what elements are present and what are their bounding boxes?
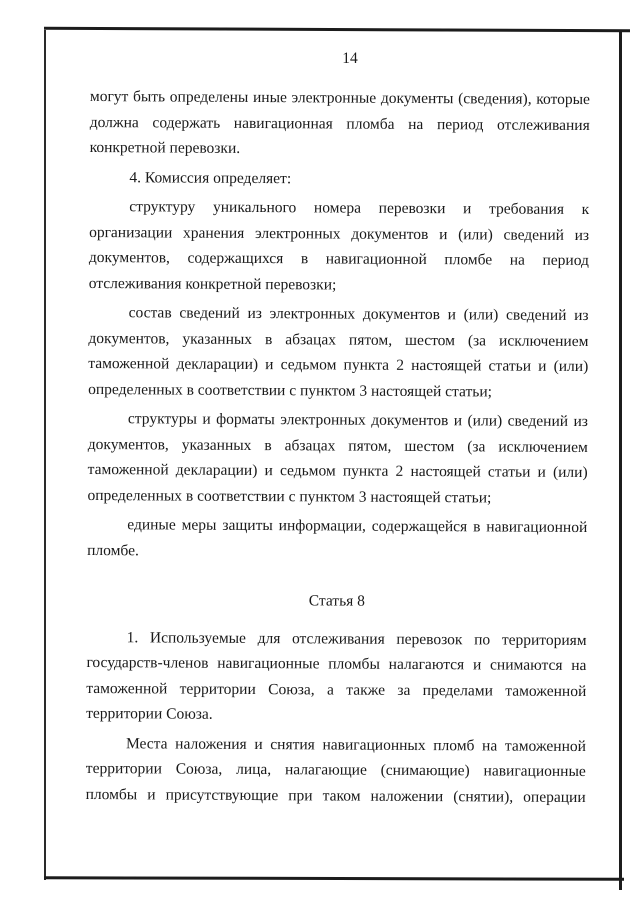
article-heading: Статья 8 xyxy=(308,592,365,610)
paragraph-formats: структуры и форматы электронных документов и (или) сведений из документов, указанных в абзацах пятом, шестом (за исключением таможенной декларации) и седьмом пункта 2 настоящей статьи и (или) определенных в соответствии с пунктом 3 настоящей статьи; xyxy=(87,410,588,506)
paragraph-continuation: могут быть определены иные электронные документы (сведения), которые должна содержать навигационная пломба на период отслеживания конкретной перевозки. xyxy=(89,87,590,157)
page-top-edge xyxy=(44,27,630,33)
article-paragraph-1: 1. Используемые для отслеживания перевозок по территориям государств-членов навигационные пломбы налагаются и снимаются на таможенной территории Союза, а также за пределами таможенной территории Союза. xyxy=(86,628,587,723)
paragraph-structure: структуру уникального номера перевозки и требования к организации хранения электронных документов и (или) сведений из документов, содержащихся в навигационной пломбе на период отслеживания конкретной перевозки; xyxy=(88,198,590,294)
paragraph-protection: единые меры защиты информации, содержащейся в навигационной пломбе. xyxy=(87,516,588,559)
document-body xyxy=(86,84,590,810)
page-bottom-edge xyxy=(44,876,624,881)
paragraph-item-4: 4. Комиссия определяет: xyxy=(129,168,292,187)
page-left-edge xyxy=(44,30,46,880)
page-number: 14 xyxy=(342,50,358,67)
article-paragraph-2: Места наложения и снятия навигационных пломб на таможенной территории Союза, лица, налагающие (снимающие) навигационные пломбы и присутствующие при таком наложении (снятии), операции xyxy=(85,734,587,806)
paragraph-composition: состав сведений из электронных документов и (или) сведений из документов, указанных в абзацах пятом, шестом (за исключением таможенной декларации) и седьмом пункта 2 настоящей статьи и (или) определенных в соответствии с пунктом 3 настоящей статьи; xyxy=(88,304,589,400)
page-right-edge xyxy=(619,30,622,890)
